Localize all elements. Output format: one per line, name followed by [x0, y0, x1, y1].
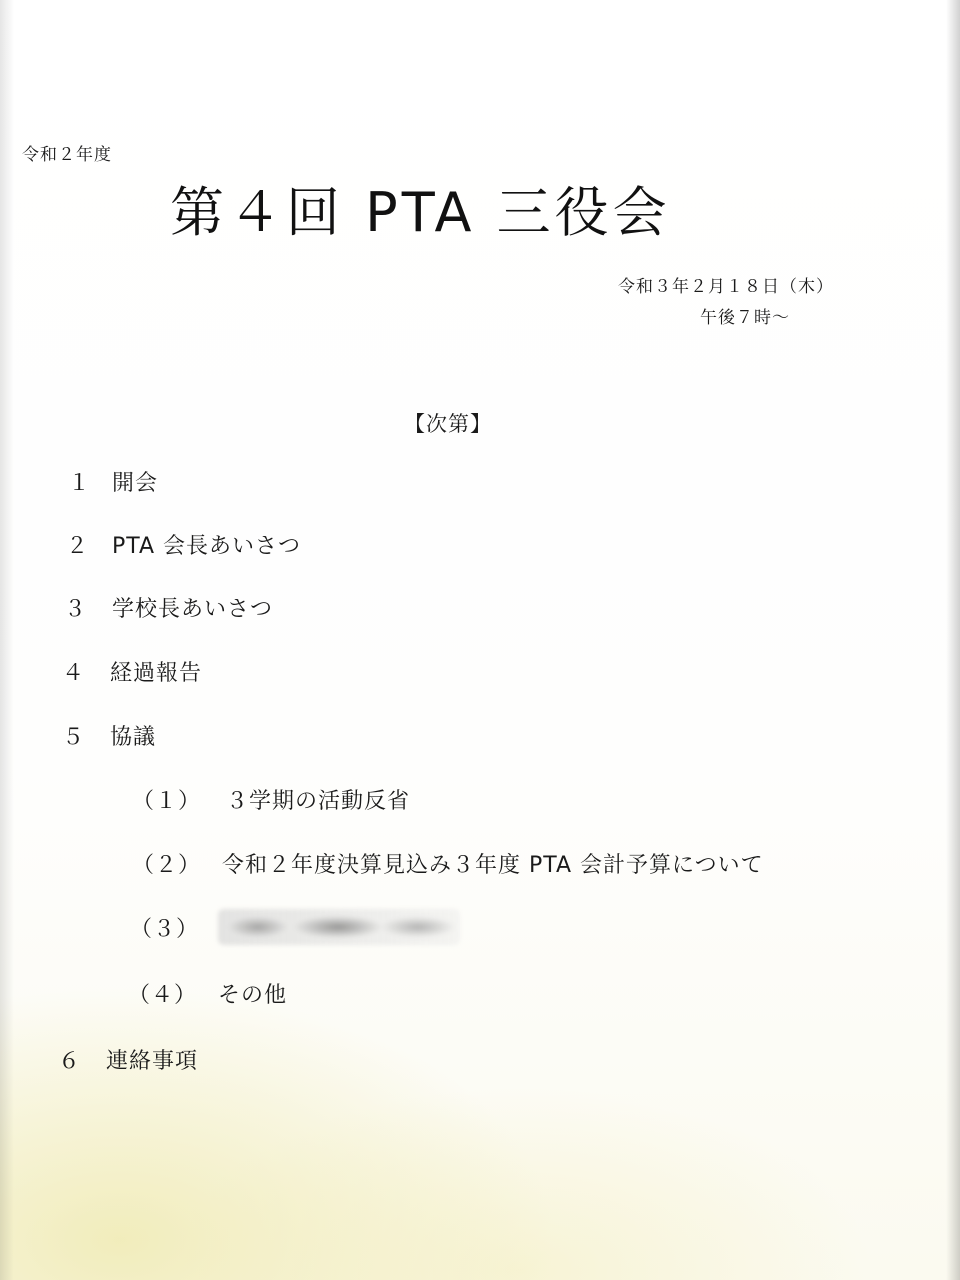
agenda-item-number: １ [68, 471, 92, 496]
agenda-item-label: 連絡事項 [106, 1049, 199, 1074]
agenda-item-number: ６ [58, 1049, 82, 1074]
agenda-sub-item-label: その他 [218, 983, 288, 1008]
agenda-item-label: 協議 [110, 725, 157, 750]
fiscal-year: 令和２年度 [22, 145, 112, 165]
agenda-sub-item-label: ３学期の活動反省 [226, 789, 411, 814]
agenda-item-number: ４ [62, 661, 86, 686]
agenda-sub-item-number: （３） [130, 917, 200, 942]
agenda-sub-item-number: （２） [132, 853, 202, 878]
agenda-item-number: ２ [66, 534, 90, 559]
agenda-item-label: 経過報告 [110, 661, 203, 686]
page-edge-left [0, 0, 14, 1280]
meeting-time: 午後７時～ [700, 308, 790, 328]
agenda-heading: 【次第】 [404, 412, 492, 436]
agenda-item-label: PTA 会長あいさつ [112, 534, 302, 559]
agenda-sub-item-number: （１） [132, 789, 202, 814]
agenda-item-label: 学校長あいさつ [112, 597, 274, 622]
agenda-item-number: ３ [64, 597, 88, 622]
agenda-item-label: 開会 [112, 471, 159, 496]
page-edge-right [946, 0, 960, 1280]
meeting-date: 令和３年２月１８日（木） [618, 277, 834, 297]
agenda-sub-item-label: 令和２年度決算見込み３年度 PTA 会計予算について [222, 853, 764, 878]
agenda-sub-item-number: （４） [128, 983, 198, 1008]
redacted-text [218, 909, 460, 945]
page-title: 第４回 PTA 三役会 [170, 181, 671, 244]
agenda-item-number: ５ [62, 725, 86, 750]
